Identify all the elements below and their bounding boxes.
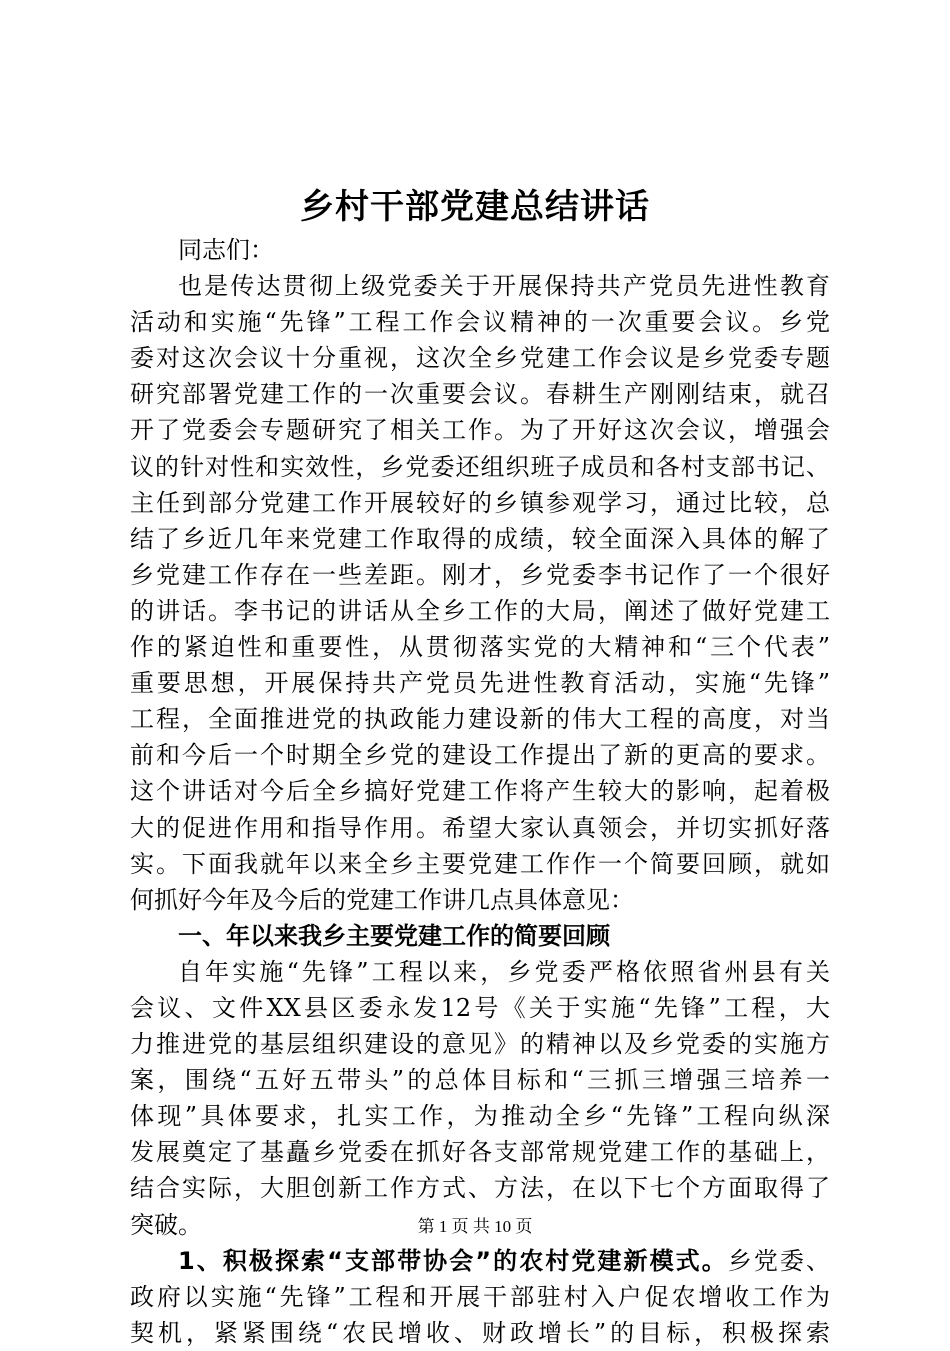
paragraph-line: 突破。 — [130, 1210, 202, 1239]
paragraph-line: 结了乡近几年来党建工作取得的成绩，较全面深入具体的解了 — [130, 524, 830, 553]
paragraph-line: 研究部署党建工作的一次重要会议。春耕生产刚刚结束，就召 — [130, 380, 830, 409]
paragraph-line: 这个讲话对今后全乡搞好党建工作将产生较大的影响，起着极 — [130, 777, 830, 806]
paragraph-line: 重要思想，开展保持共产党员先进性教育活动，实施“先锋” — [130, 669, 830, 698]
item-heading: 1、积极探索“支部带协会”的农村党建新模式。 — [178, 1246, 728, 1275]
paragraph-line: 委对这次会议十分重视，这次全乡党建工作会议是乡党委专题 — [130, 344, 830, 373]
paragraph-line: 契机，紧紧围绕“农民增收、财政增长”的目标，积极探索 — [130, 1318, 830, 1347]
paragraph-line: 工程，全面推进党的执政能力建设新的伟大工程的高度，对当 — [130, 705, 830, 734]
paragraph-line: 体现”具体要求，扎实工作，为推动全乡“先锋”工程向纵深 — [130, 1102, 830, 1131]
paragraph-line: 议的针对性和实效性，乡党委还组织班子成员和各村支部书记、 — [130, 452, 830, 481]
document-body — [130, 232, 830, 1351]
paragraph-line: 活动和实施“先锋”工程工作会议精神的一次重要会议。乡党 — [130, 308, 830, 337]
salutation: 同志们： — [178, 236, 274, 264]
paragraph-line: 结合实际，大胆创新工作方式、方法，在以下七个方面取得了 — [130, 1174, 830, 1203]
paragraph-line: 乡党建工作存在一些差距。刚才，乡党委李书记作了一个很好 — [130, 560, 830, 589]
page-footer: 第 1 页 共 10 页 — [417, 1217, 533, 1236]
paragraph-line: 案，围绕“五好五带头”的总体目标和“三抓三增强三培养一 — [130, 1066, 830, 1095]
paragraph-line: 作的紧迫性和重要性，从贯彻落实党的大精神和“三个代表” — [130, 633, 830, 662]
paragraph-line: 自年实施“先锋”工程以来，乡党委严格依照省州县有关 — [178, 957, 830, 986]
paragraph-line: 发展奠定了基矗乡党委在抓好各支部常规党建工作的基础上， — [130, 1138, 830, 1167]
paragraph-line: 前和今后一个时期全乡党的建设工作提出了新的更高的要求。 — [130, 741, 830, 770]
section-heading: 一、年以来我乡主要党建工作的简要回顾 — [178, 921, 610, 950]
paragraph-line: 力推进党的基层组织建设的意见》的精神以及乡党委的实施方 — [130, 1030, 830, 1059]
paragraph-line: 也是传达贯彻上级党委关于开展保持共产党员先进性教育 — [178, 272, 830, 301]
numbered-item-line — [130, 1243, 830, 1279]
item-text: 乡党委、 — [727, 1246, 830, 1275]
paragraph-line: 政府以实施“先锋”工程和开展干部驻村入户促农增收工作为 — [130, 1282, 830, 1311]
paragraph-line: 实。下面我就年以来全乡主要党建工作作一个简要回顾，就如 — [130, 849, 830, 878]
paragraph-line: 会议、文件XX县区委永发12号《关于实施“先锋”工程，大 — [130, 993, 830, 1022]
paragraph-line: 的讲话。李书记的讲话从全乡工作的大局，阐述了做好党建工 — [130, 596, 830, 625]
paragraph-line: 何抓好今年及今后的党建工作讲几点具体意见： — [130, 885, 634, 914]
paragraph-line: 主任到部分党建工作开展较好的乡镇参观学习，通过比较，总 — [130, 488, 830, 517]
paragraph-line: 开了党委会专题研究了相关工作。为了开好这次会议，增强会 — [130, 416, 830, 445]
document-title: 乡村干部党建总结讲话 — [300, 187, 650, 227]
paragraph-line: 大的促进作用和指导作用。希望大家认真领会，并切实抓好落 — [130, 813, 830, 842]
